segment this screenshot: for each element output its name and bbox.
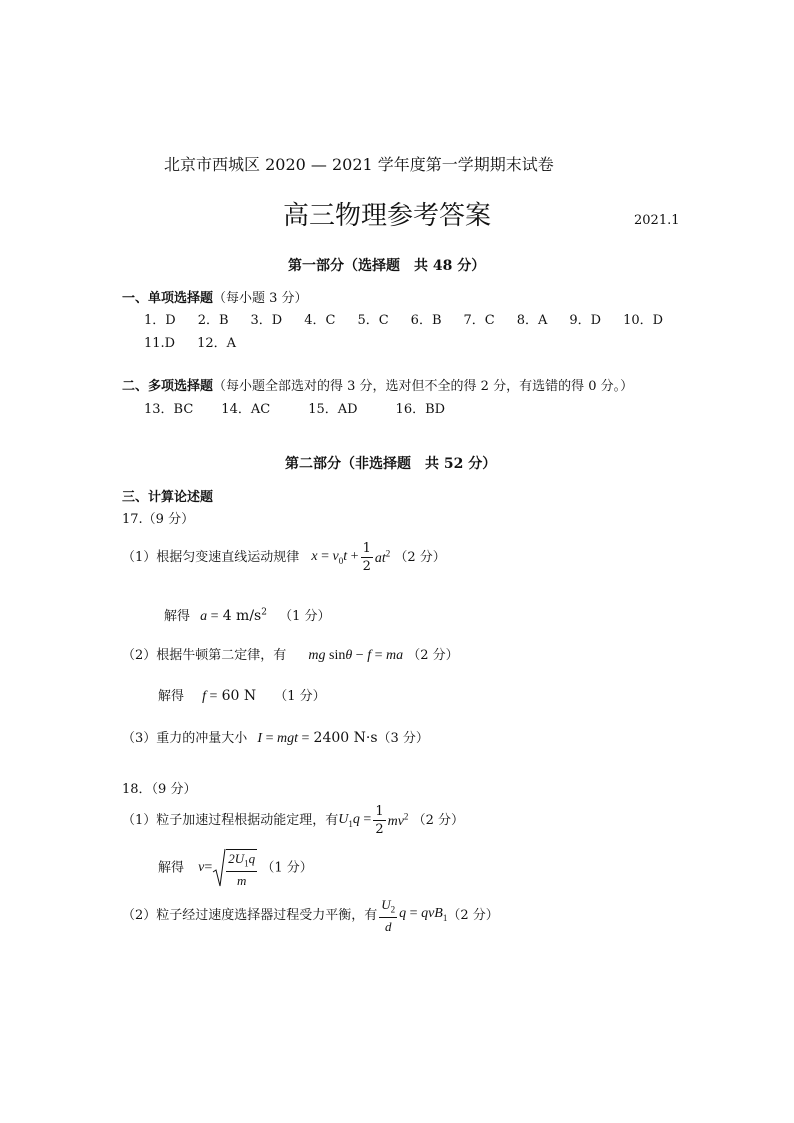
- q17-step2-points: （2 分）: [407, 648, 459, 663]
- answer-item: 4．C: [304, 313, 336, 328]
- solve-label: 解得: [164, 609, 191, 624]
- formula-energy: $U_1q$ =: [338, 811, 372, 829]
- q17-step2-result: 解得 f = 60 N （1 分）: [158, 688, 326, 704]
- q17-step1: （1）根据匀变速直线运动规律 $x = v_0t$ + $\frac{1}{2}$ $at^2$ （2 分）: [122, 541, 446, 574]
- answer-item: 7．C: [463, 313, 495, 328]
- section2-label: 二、多项选择题: [122, 379, 214, 394]
- exam-date: 2021.1: [634, 213, 680, 228]
- section1-label: 一、单项选择题: [122, 291, 214, 306]
- section2-title: [122, 375, 633, 394]
- answer-item: 13．BC: [144, 402, 194, 417]
- q17-step1-text: （1）根据匀变速直线运动规律: [122, 550, 300, 565]
- q17-step3-points: （3 分）: [377, 731, 429, 746]
- q17-heading: 17.（9 分）: [122, 512, 195, 527]
- section2-answers: [144, 398, 445, 417]
- answer-item: 12．A: [197, 336, 237, 351]
- answer-item: 16．BD: [395, 402, 446, 417]
- impulse-value: 2400 N·s: [313, 730, 378, 746]
- q18-heading: 18．（9 分）: [122, 782, 197, 797]
- answer-item: 2．B: [197, 313, 229, 328]
- fraction-half: $\frac{1}{2}$: [362, 541, 371, 574]
- q18-step1-points: （2 分）: [412, 813, 464, 828]
- answer-item: 6．B: [410, 313, 442, 328]
- q18-step1-text: （1）粒子加速过程根据动能定理，有: [122, 813, 339, 828]
- section1-answers-row1: [144, 309, 663, 328]
- q18-step2-text: （2）粒子经过速度选择器过程受力平衡，有: [122, 907, 378, 923]
- section1-note: （每小题 3 分）: [213, 291, 308, 306]
- answer-item: 5．C: [357, 313, 389, 328]
- answer-item: 1．D: [144, 313, 176, 328]
- answer-item: 14．AC: [221, 402, 271, 417]
- q18-step1-result-points: （1 分）: [261, 860, 313, 876]
- fraction-half: $\frac{1}{2}$: [375, 804, 384, 837]
- section3-title: 三、计算论述题: [122, 490, 214, 505]
- answer-item: 3．D: [250, 313, 283, 328]
- answer-item: 15．AD: [308, 402, 358, 417]
- q18-step2-points: （2 分）: [447, 907, 499, 923]
- part1-heading: 第一部分（选择题 共 48 分）: [288, 258, 486, 274]
- q17-step3-text: （3）重力的冲量大小: [122, 731, 248, 746]
- formula-balance: q = qvB$_1$: [399, 906, 448, 924]
- q17-step1-points: （2 分）: [394, 550, 446, 565]
- q17-step2-text: （2）根据牛顿第二定律，有: [122, 648, 287, 663]
- answer-item: 11.D: [144, 336, 176, 351]
- acceleration-value: 4 m/s: [222, 608, 262, 624]
- answer-item: 9．D: [569, 313, 602, 328]
- exam-subtitle: 北京市西城区 2020 — 2021 学年度第一学期期末试卷: [164, 155, 554, 174]
- q17-step2: [122, 644, 459, 664]
- answer-item: 8．A: [516, 313, 548, 328]
- answer-item: 10．D: [623, 313, 664, 328]
- part2-heading: 第二部分（非选择题 共 52 分）: [285, 456, 497, 472]
- solve-label: 解得: [158, 860, 185, 876]
- q17-step2-result-points: （1 分）: [274, 689, 326, 704]
- q18-step2: [122, 898, 499, 933]
- sqrt-expression: $\frac{2U_1q}{m}$: [212, 848, 257, 888]
- q17-step1-result-points: （1 分）: [279, 609, 331, 624]
- q17-step1-result: 解得 a = 4 $m/s^2$ （1 分）: [164, 607, 331, 624]
- section2-note: （每小题全部选对的得 3 分，选对但不全的得 2 分，有选错的得 0 分。）: [213, 379, 634, 394]
- friction-value: 60 N: [221, 688, 257, 704]
- section1-title: [122, 287, 308, 306]
- formula-newton: mg sinθ − f = ma: [308, 648, 404, 663]
- formula-impulse: I = mgt =: [257, 731, 310, 746]
- q17-step3: [122, 727, 429, 747]
- page-title: 高三物理参考答案: [283, 201, 492, 231]
- fraction-u2-d: $\frac{U_2}{d}$: [381, 897, 396, 934]
- q18-step1-result: 解得 v= $\frac{2U_1q}{m}$ （1 分）: [158, 848, 313, 888]
- q18-step1: （1）粒子加速过程根据动能定理，有$U_1q$ = $\frac{1}{2}$ $mv^2$ （2 分）: [122, 804, 464, 837]
- formula-kinematics: $x = v_0t$ +: [311, 548, 359, 566]
- section1-answers-row2: [144, 332, 236, 351]
- solve-label: 解得: [158, 689, 185, 704]
